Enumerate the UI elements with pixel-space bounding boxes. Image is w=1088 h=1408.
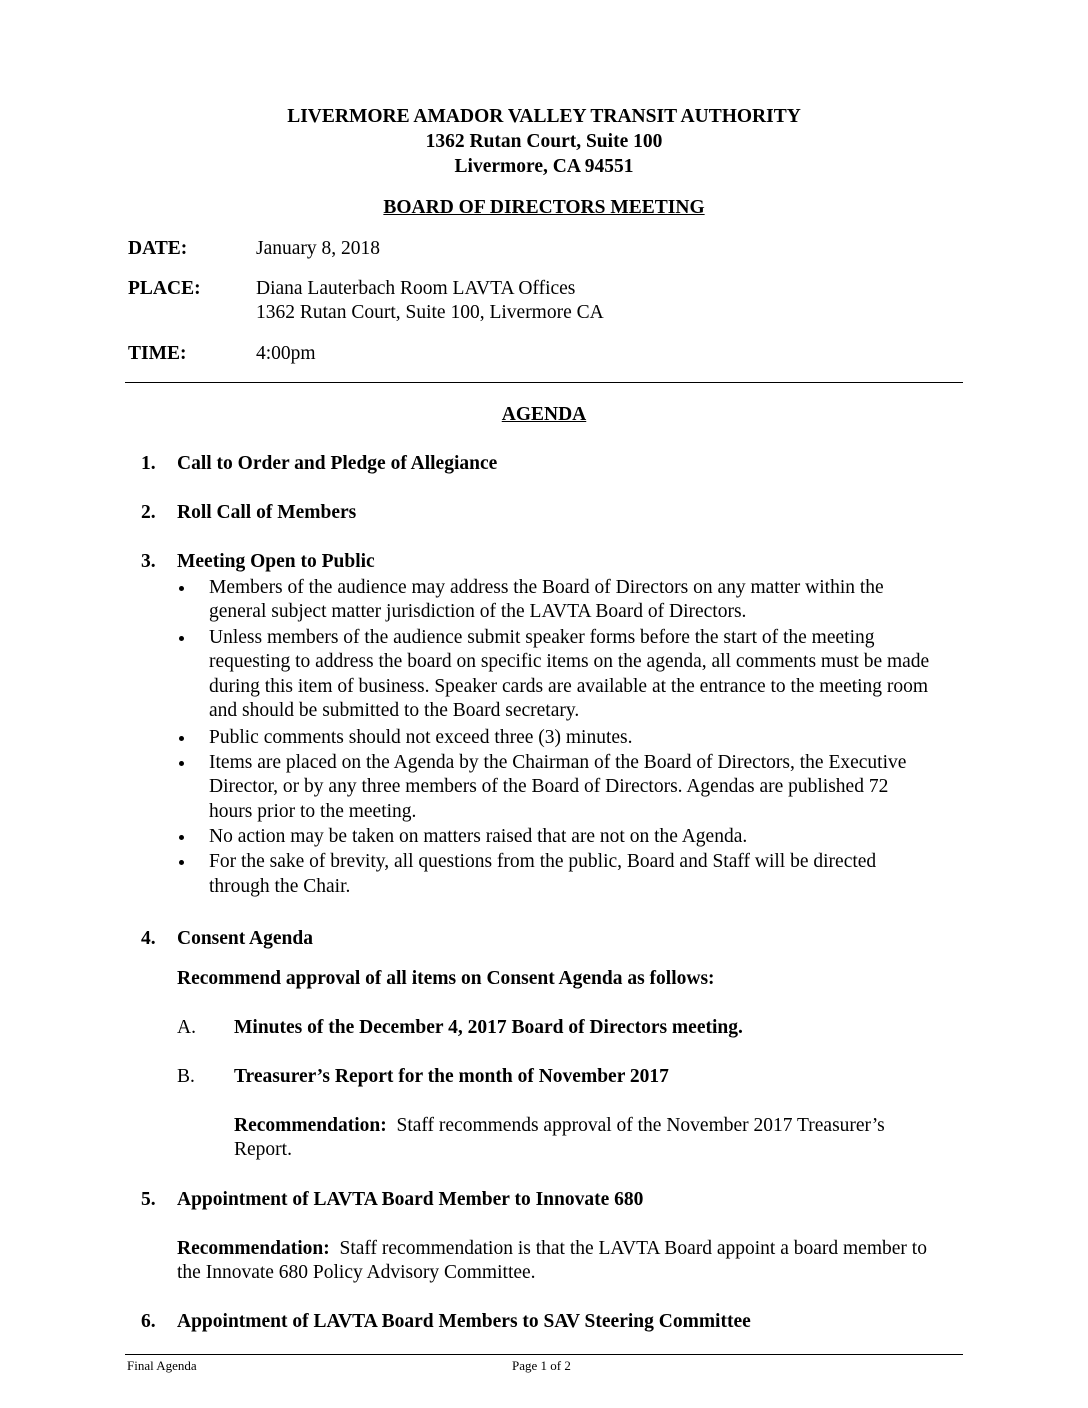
place-line-2: 1362 Rutan Court, Suite 100, Livermore CA <box>256 302 604 323</box>
item-4b-letter: B. <box>177 1066 195 1087</box>
bullet-3-line-1: Public comments should not exceed three (3) minutes. <box>209 727 633 748</box>
item-4b-recommendation-line-2: Report. <box>234 1139 292 1160</box>
item-4b-title: Treasurer’s Report for the month of November 2017 <box>234 1066 669 1087</box>
consent-intro: Recommend approval of all items on Consent Agenda as follows: <box>177 968 715 989</box>
item-6-title: Appointment of LAVTA Board Members to SAV Steering Committee <box>177 1311 751 1332</box>
bullet-2-line-4: and should be submitted to the Board secretary. <box>209 700 580 721</box>
bullet-dot <box>179 636 184 641</box>
bullet-2-line-2: requesting to address the board on specific items on the agenda, all comments must be made <box>209 651 930 672</box>
org-name: LIVERMORE AMADOR VALLEY TRANSIT AUTHORITY <box>287 106 801 127</box>
time-label: TIME: <box>128 343 187 364</box>
bullet-2-line-1: Unless members of the audience submit speaker forms before the start of the meeting <box>209 627 875 648</box>
item-5-title: Appointment of LAVTA Board Member to Innovate 680 <box>177 1189 644 1210</box>
recommendation-label: Recommendation: <box>177 1238 330 1259</box>
address-line-1: 1362 Rutan Court, Suite 100 <box>425 131 663 152</box>
item-5-recommendation <box>177 1238 927 1260</box>
item-1-number: 1. <box>141 453 156 474</box>
bullet-dot <box>179 736 184 741</box>
date-value: January 8, 2018 <box>256 238 381 259</box>
bullet-4-line-2: Director, or by any three members of the Board of Directors. Agendas are published 72 <box>209 776 889 797</box>
bullet-4-line-3: hours prior to the meeting. <box>209 801 417 822</box>
bullet-6-line-1: For the sake of brevity, all questions from the public, Board and Staff will be directed <box>209 851 877 872</box>
item-4a-title: Minutes of the December 4, 2017 Board of Directors meeting. <box>234 1017 743 1038</box>
bullet-1-line-2: general subject matter jurisdiction of the LAVTA Board of Directors. <box>209 601 747 622</box>
item-4b-recommendation <box>234 1115 885 1137</box>
bullet-dot <box>179 860 184 865</box>
item-1-title: Call to Order and Pledge of Allegiance <box>177 453 498 474</box>
bullet-dot <box>179 586 184 591</box>
place-label: PLACE: <box>128 278 201 299</box>
item-4-title: Consent Agenda <box>177 928 313 949</box>
item-5-recommendation-line-2: the Innovate 680 Policy Advisory Committee. <box>177 1262 536 1283</box>
item-4-number: 4. <box>141 928 156 949</box>
recommendation-text: Staff recommends approval of the November 2017 Treasurer’s <box>386 1115 885 1136</box>
recommendation-text: Staff recommendation is that the LAVTA Board appoint a board member to <box>329 1238 927 1259</box>
item-6-number: 6. <box>141 1311 156 1332</box>
address-line-2: Livermore, CA 94551 <box>454 156 634 177</box>
item-2-title: Roll Call of Members <box>177 502 357 523</box>
item-3-number: 3. <box>141 551 156 572</box>
agenda-heading: AGENDA <box>501 404 587 425</box>
item-5-number: 5. <box>141 1189 156 1210</box>
bullet-1-line-1: Members of the audience may address the Board of Directors on any matter within the <box>209 577 884 598</box>
time-value: 4:00pm <box>256 343 316 364</box>
item-3-title: Meeting Open to Public <box>177 551 375 572</box>
bullet-dot <box>179 835 184 840</box>
place-line-1: Diana Lauterbach Room LAVTA Offices <box>256 278 576 299</box>
meeting-title: BOARD OF DIRECTORS MEETING <box>383 197 705 218</box>
item-2-number: 2. <box>141 502 156 523</box>
bullet-dot <box>179 761 184 766</box>
page-number: Page 1 of 2 <box>512 1358 571 1373</box>
bullet-6-line-2: through the Chair. <box>209 876 351 897</box>
item-4a-letter: A. <box>177 1017 196 1038</box>
footer-divider <box>125 1354 963 1355</box>
bullet-4-line-1: Items are placed on the Agenda by the Chairman of the Board of Directors, the Executive <box>209 752 907 773</box>
date-label: DATE: <box>128 238 188 259</box>
footer-label: Final Agenda <box>127 1358 197 1373</box>
recommendation-label: Recommendation: <box>234 1115 387 1136</box>
bullet-5-line-1: No action may be taken on matters raised that are not on the Agenda. <box>209 826 748 847</box>
header-divider <box>125 382 963 383</box>
bullet-2-line-3: during this item of business. Speaker cards are available at the entrance to the meeting room <box>209 676 929 697</box>
